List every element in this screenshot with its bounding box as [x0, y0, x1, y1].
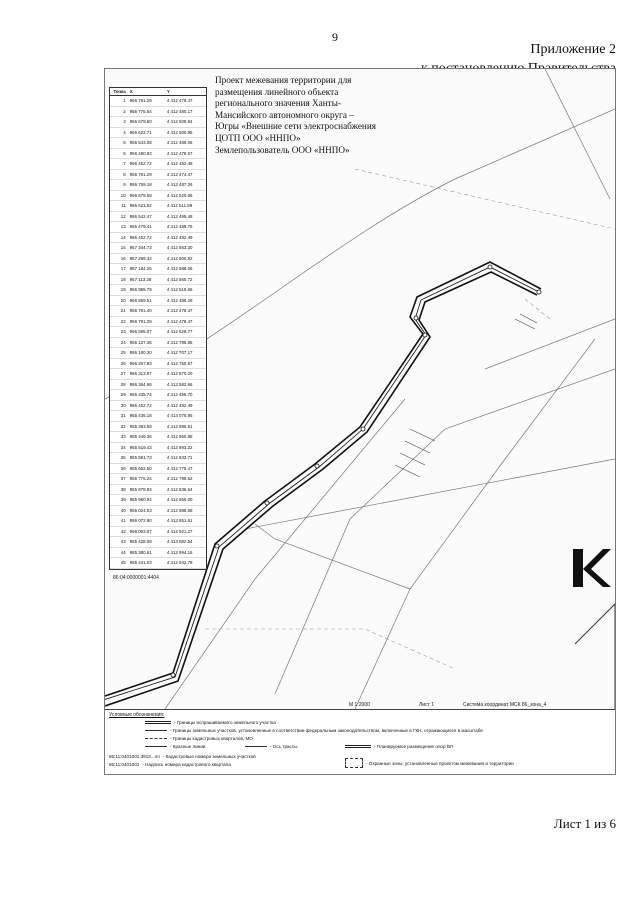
coordinate-row — [110, 233, 206, 244]
x-value: 956 452.72 — [129, 402, 152, 408]
x-value: 956 679.58 — [129, 192, 152, 198]
legend-text: - Границы испрашиваемого земельного участка — [174, 720, 276, 725]
point-number: 7 — [123, 161, 126, 167]
coordinate-row — [110, 527, 206, 538]
coordinate-row — [110, 264, 206, 275]
coordinate-row — [110, 128, 206, 139]
x-value: 956 955.79 — [129, 287, 152, 293]
point-number: 1 — [123, 98, 126, 104]
y-value: 4 412 799.62 — [166, 476, 193, 482]
legend-item — [245, 744, 297, 749]
legend-title: Условные обозначения: — [109, 712, 165, 718]
x-value: 956 869.51 — [129, 297, 152, 303]
x-value: 956 679.60 — [129, 119, 152, 125]
x-value: 956 072.80 — [129, 518, 152, 524]
x-value: 955 519.43 — [129, 444, 152, 450]
project-title: Проект межевания территории для размещения линейного объекта регионального значения Ханты-Мансийского автономного округа – Югры «Внешние сети электроснабжения ЦОТП ООО «ННПО» — [215, 75, 376, 143]
y-value: 4 412 893.22 — [166, 444, 193, 450]
point-number: 39 — [120, 497, 126, 503]
x-value: 955 776.24 — [129, 476, 152, 482]
point-number: 5 — [123, 140, 126, 146]
cadastral-label: 86:04:0000001:4404 — [113, 575, 159, 581]
coordinate-row — [110, 96, 206, 107]
point-number: 33 — [120, 434, 126, 440]
x-value: 957 113.28 — [129, 276, 152, 282]
x-value: 956 759.18 — [129, 182, 152, 188]
point-number: 13 — [120, 224, 126, 230]
coordinate-row — [110, 117, 206, 128]
header-x: X — [129, 89, 133, 94]
legend-item — [109, 754, 256, 759]
coordinate-row — [110, 149, 206, 160]
coordinate-row — [110, 485, 206, 496]
y-value: 4 412 499.48 — [166, 213, 193, 219]
point-number: 44 — [120, 549, 126, 555]
point-number: 42 — [120, 528, 126, 534]
y-value: 4 412 582.66 — [166, 381, 193, 387]
coordinate-row — [110, 138, 206, 149]
coordinate-row — [110, 170, 206, 181]
scale-label: М 1:2000 — [349, 702, 370, 708]
coordinate-row — [110, 432, 206, 443]
legend-text: - Ось трассы — [270, 744, 298, 749]
coordinate-table-header — [110, 88, 206, 96]
coordinate-row — [110, 180, 206, 191]
legend-swatch — [345, 758, 363, 768]
y-value: 4 412 851.61 — [166, 518, 193, 524]
coordinate-row — [110, 474, 206, 485]
point-number: 27 — [120, 371, 126, 377]
coordinate-row — [110, 369, 206, 380]
y-value: 4 412 489.29 — [166, 297, 193, 303]
y-value: 4 412 482.49 — [166, 161, 193, 167]
page-number: 9 — [332, 30, 338, 44]
point-number: 34 — [120, 444, 126, 450]
y-value: 4 412 489.06 — [166, 140, 193, 146]
point-number: 23 — [120, 329, 126, 335]
legend-item — [145, 744, 205, 749]
x-value: 956 313.97 — [129, 371, 152, 377]
y-value: 4 412 994.15 — [166, 549, 193, 555]
y-value: 4 412 996.51 — [166, 423, 193, 429]
survey-map — [104, 68, 616, 775]
legend-item — [345, 758, 514, 768]
y-value: 4 412 870.20 — [166, 371, 193, 377]
y-value: 4 412 786.85 — [166, 339, 193, 345]
coordinate-row — [110, 464, 206, 475]
y-value: 4 412 836.54 — [166, 486, 193, 492]
x-value: 955 960.94 — [129, 497, 152, 503]
point-number: 11 — [121, 203, 126, 209]
coordinate-row — [110, 516, 206, 527]
y-value: 4 412 565.72 — [166, 276, 193, 282]
coordinate-row — [110, 359, 206, 370]
coordinate-row — [110, 212, 206, 223]
coordinate-row — [110, 159, 206, 170]
y-value: 4 412 478.47 — [166, 318, 193, 324]
point-number: 25 — [120, 350, 126, 356]
coordinate-row — [110, 348, 206, 359]
point-number: 18 — [120, 276, 126, 282]
y-value: 4 412 866.00 — [166, 497, 193, 503]
y-value: 4 412 553.30 — [166, 245, 193, 251]
point-number: 43 — [120, 539, 126, 545]
coordinate-row — [110, 453, 206, 464]
point-number: 17 — [120, 266, 126, 272]
legend-text: - Красные линии — [170, 744, 206, 749]
legend-swatch — [145, 738, 167, 739]
legend-text: - Планируемое размещение опор ВЛ — [374, 744, 453, 749]
legend-item — [145, 728, 483, 733]
y-value: 4 412 474.47 — [166, 171, 193, 177]
x-value: 955 436.18 — [129, 413, 152, 419]
x-value: 956 452.72 — [129, 161, 152, 167]
point-number: 16 — [120, 255, 126, 261]
coordinate-row — [110, 537, 206, 548]
legend-swatch — [345, 745, 371, 748]
legend-text: - Границы кадастровых кварталов, МО — [170, 736, 253, 741]
legend-swatch — [245, 746, 267, 747]
point-number: 6 — [123, 150, 126, 156]
x-value: 955 591.73 — [129, 455, 152, 461]
point-number: 29 — [120, 392, 126, 398]
header-y: Y — [166, 89, 170, 94]
y-value: 4 412 478.47 — [166, 98, 193, 104]
y-value: 4 412 489.75 — [166, 224, 193, 230]
point-number: 24 — [120, 339, 126, 345]
project-description — [215, 75, 380, 156]
coordinate-row — [110, 191, 206, 202]
coordinate-row — [110, 317, 206, 328]
y-value: 4 412 482.49 — [166, 402, 193, 408]
x-value: 955 393.59 — [129, 423, 152, 429]
y-value: 4 412 629.77 — [166, 329, 193, 335]
legend-item — [145, 736, 253, 741]
coordinate-row — [110, 411, 206, 422]
y-value: 4 413 075.95 — [166, 413, 193, 419]
y-value: 4 412 487.26 — [166, 182, 193, 188]
coordinate-row — [110, 285, 206, 296]
legend-swatch — [145, 730, 167, 731]
y-value: 4 412 950.88 — [166, 434, 193, 440]
point-number: 36 — [120, 465, 126, 471]
coordinate-row — [110, 390, 206, 401]
legend-text: - Кадастровые номера земельных участков — [162, 754, 256, 759]
y-value: 4 412 478.47 — [166, 308, 193, 314]
point-number: 8 — [123, 171, 126, 177]
point-number: 30 — [120, 402, 126, 408]
land-user: Землепользователь ООО «ННПО» — [215, 144, 350, 155]
point-number: 15 — [120, 245, 126, 251]
point-number: 41 — [120, 518, 126, 524]
x-value: 957 184.25 — [129, 266, 152, 272]
coordinate-row — [110, 306, 206, 317]
x-value: 956 776.54 — [129, 108, 152, 114]
y-value: 4 413 082.54 — [166, 539, 193, 545]
y-value: 4 412 479.57 — [166, 150, 193, 156]
coordinate-row — [110, 107, 206, 118]
x-value: 956 781.40 — [129, 308, 152, 314]
header-point: Точка — [113, 89, 126, 94]
sheet-label: Лист 1 — [419, 702, 435, 708]
x-value: 956 781.29 — [129, 318, 152, 324]
sheet-count: Лист 1 из 6 — [553, 816, 616, 831]
point-number: 45 — [120, 560, 126, 566]
x-value: 956 364.96 — [129, 381, 152, 387]
y-value: 4 412 495.70 — [166, 392, 193, 398]
coordinate-row — [110, 327, 206, 338]
legend-item — [145, 720, 276, 725]
legend-swatch — [145, 721, 171, 724]
point-number: 26 — [120, 360, 126, 366]
y-value: 4 412 482.49 — [166, 234, 193, 240]
y-value: 4 412 921.27 — [166, 528, 193, 534]
point-number: 4 — [123, 129, 126, 135]
x-value: 956 542.47 — [129, 213, 152, 219]
appendix-line: Приложение 2 — [530, 42, 616, 57]
legend-sample-parcel: 86:11:0401001:3913...лп — [109, 754, 160, 759]
y-value: 4 412 588.06 — [166, 266, 193, 272]
coordinate-system-label: Система координат МСК 86_зона_4 — [463, 702, 547, 708]
point-number: 19 — [120, 287, 126, 293]
coordinate-row — [110, 254, 206, 265]
x-value: 956 180.30 — [129, 350, 152, 356]
point-number: 40 — [120, 507, 126, 513]
x-value: 955 428.08 — [129, 539, 152, 545]
coordinate-row — [110, 380, 206, 391]
y-value: 4 412 509.94 — [166, 119, 193, 125]
point-number: 14 — [120, 234, 126, 240]
coordinate-row — [110, 495, 206, 506]
coordinate-row — [110, 443, 206, 454]
x-value: 956 781.29 — [129, 98, 152, 104]
coordinate-row — [110, 548, 206, 559]
coordinate-row — [110, 506, 206, 517]
coordinate-row — [110, 201, 206, 212]
x-value: 956 621.62 — [129, 203, 152, 209]
x-value: 956 479.41 — [129, 224, 152, 230]
x-value: 956 435.74 — [129, 392, 152, 398]
y-value: 4 412 707.17 — [166, 350, 193, 356]
x-value: 956 024.03 — [129, 507, 152, 513]
y-value: 4 412 500.95 — [166, 129, 193, 135]
x-value: 957 299.32 — [129, 255, 152, 261]
x-value: 955 380.61 — [129, 549, 152, 555]
legend-item — [109, 762, 231, 767]
coordinate-row — [110, 275, 206, 286]
legend-item — [345, 744, 453, 749]
point-number: 32 — [120, 423, 126, 429]
y-value: 4 412 942.78 — [166, 560, 193, 566]
legend-text: - Границы земельных участков, установленные в соответствии федеральным законодательством, включенные в ГКН, отражающиеся в масштабе — [170, 728, 483, 733]
x-value: 956 267.93 — [129, 360, 152, 366]
x-value: 956 695.07 — [129, 329, 152, 335]
x-value: 955 662.50 — [129, 465, 152, 471]
y-value: 4 412 750.67 — [166, 360, 193, 366]
point-number: 28 — [120, 381, 126, 387]
coordinate-row — [110, 296, 206, 307]
x-value: 956 093.07 — [129, 528, 152, 534]
x-value: 955 441.03 — [129, 560, 152, 566]
coordinate-row — [110, 243, 206, 254]
point-number: 35 — [120, 455, 126, 461]
legend-text: - Надпись номера кадастрового квартала — [142, 762, 231, 767]
x-value: 955 878.92 — [129, 486, 152, 492]
y-value: 4 412 833.71 — [166, 455, 193, 461]
point-number: 20 — [120, 297, 126, 303]
coordinate-row — [110, 401, 206, 412]
y-value: 4 412 775.47 — [166, 465, 193, 471]
x-value: 956 137.36 — [129, 339, 152, 345]
coordinate-row — [110, 422, 206, 433]
x-value: 956 480.93 — [129, 150, 152, 156]
x-value: 955 449.36 — [129, 434, 152, 440]
x-value: 956 781.29 — [129, 171, 152, 177]
coordinate-table — [109, 87, 207, 570]
y-value: 4 412 519.66 — [166, 287, 193, 293]
map-legend — [105, 709, 615, 774]
point-number: 10 — [120, 192, 126, 198]
x-value: 956 452.72 — [129, 234, 152, 240]
point-number: 12 — [120, 213, 126, 219]
y-value: 4 412 600.82 — [166, 255, 193, 261]
point-number: 22 — [120, 318, 126, 324]
y-value: 4 412 480.17 — [166, 108, 193, 114]
y-value: 4 412 511.59 — [166, 203, 193, 209]
point-number: 38 — [120, 486, 126, 492]
point-number: 3 — [123, 119, 126, 125]
point-number: 9 — [123, 182, 126, 188]
legend-sample-quarter: 86:11:0401001 — [109, 762, 140, 767]
legend-text: - Охранные зоны, установленные проектом межевания и территории — [366, 760, 514, 766]
coordinate-row — [110, 222, 206, 233]
coordinate-row — [110, 338, 206, 349]
point-number: 31 — [120, 413, 126, 419]
y-value: 4 412 888.58 — [166, 507, 193, 513]
y-value: 4 412 520.56 — [166, 192, 193, 198]
x-value: 957 344.73 — [129, 245, 152, 251]
point-number: 37 — [120, 476, 126, 482]
point-number: 21 — [120, 308, 126, 314]
coordinate-row — [110, 558, 206, 569]
point-number: 2 — [123, 108, 126, 114]
x-value: 956 622.71 — [129, 129, 152, 135]
x-value: 956 543.08 — [129, 140, 152, 146]
legend-swatch — [145, 746, 167, 747]
